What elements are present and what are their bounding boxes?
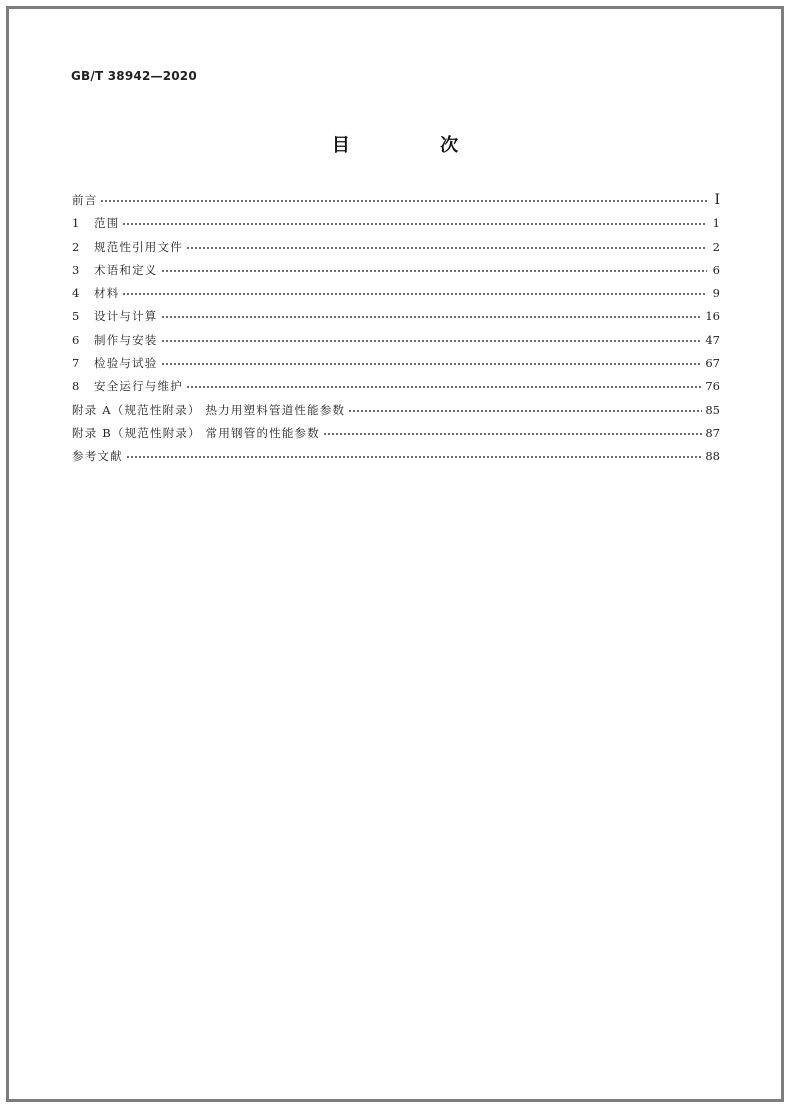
toc-entry-number: 5 xyxy=(72,309,80,324)
toc-leader-dots xyxy=(100,199,707,203)
toc-entry-label: 检验与试验 xyxy=(94,356,158,371)
toc-entry-appendix-a[interactable] xyxy=(72,402,720,425)
toc-entry-number: 2 xyxy=(72,239,80,254)
toc-entry-number: 4 xyxy=(72,286,80,301)
toc-entry-scope[interactable] xyxy=(72,215,720,238)
toc-leader-dots xyxy=(186,385,702,389)
toc-entry-label: 术语和定义 xyxy=(94,262,158,277)
standard-code: GB/T 38942—2020 xyxy=(71,69,197,83)
toc-entry-label: 附录 A（规范性附录） 热力用塑料管道性能参数 xyxy=(72,402,346,417)
toc-entry-number: 8 xyxy=(72,379,80,394)
toc-entry-label: 前言 xyxy=(72,193,98,207)
toc-leader-dots xyxy=(161,315,703,319)
toc-entry-page: 16 xyxy=(705,309,720,324)
toc-entry-page: 88 xyxy=(705,449,720,464)
toc-entry-number: 7 xyxy=(72,356,80,371)
toc-entry-fabrication-installation[interactable] xyxy=(72,332,720,355)
toc-entry-design-calculation[interactable] xyxy=(72,308,720,331)
toc-entry-page: 85 xyxy=(705,402,720,417)
toc-leader-dots xyxy=(161,269,708,273)
table-of-contents xyxy=(72,192,720,472)
toc-entry-appendix-b[interactable] xyxy=(72,425,720,448)
toc-entry-page: 76 xyxy=(705,379,720,394)
toc-entry-inspection-testing[interactable] xyxy=(72,355,720,378)
page-title: 目 次 xyxy=(331,135,501,156)
toc-entry-normative-references[interactable] xyxy=(72,239,720,262)
toc-leader-dots xyxy=(122,292,707,296)
toc-leader-dots xyxy=(186,246,707,250)
toc-entry-bibliography[interactable] xyxy=(72,448,720,471)
toc-entry-operation-maintenance[interactable] xyxy=(72,378,720,401)
toc-entry-terms-definitions[interactable] xyxy=(72,262,720,285)
toc-leader-dots xyxy=(161,339,703,343)
toc-leader-dots xyxy=(161,362,703,366)
toc-entry-label: 制作与安装 xyxy=(94,332,158,347)
toc-entry-preface[interactable] xyxy=(72,192,720,215)
toc-entry-page: 87 xyxy=(705,425,720,440)
toc-entry-page: 9 xyxy=(712,286,720,301)
toc-entry-label: 安全运行与维护 xyxy=(94,379,183,394)
toc-entry-page: 47 xyxy=(705,332,720,347)
toc-entry-page: 2 xyxy=(712,239,720,254)
toc-entry-number: 1 xyxy=(72,216,80,231)
toc-entry-label: 规范性引用文件 xyxy=(94,239,183,254)
toc-entry-label: 材料 xyxy=(94,286,120,301)
toc-entry-page: Ⅰ xyxy=(714,192,720,208)
toc-leader-dots xyxy=(323,432,702,436)
toc-entry-materials[interactable] xyxy=(72,285,720,308)
document-page xyxy=(6,6,784,1102)
toc-leader-dots xyxy=(126,455,703,459)
toc-entry-page: 6 xyxy=(712,262,720,277)
toc-entry-number: 3 xyxy=(72,262,80,277)
toc-entry-label: 设计与计算 xyxy=(94,309,158,324)
toc-entry-number: 6 xyxy=(72,332,80,347)
toc-entry-label: 参考文献 xyxy=(72,449,123,464)
toc-leader-dots xyxy=(348,409,702,413)
toc-entry-page: 67 xyxy=(705,356,720,371)
toc-leader-dots xyxy=(122,222,707,226)
toc-entry-page: 1 xyxy=(712,216,720,231)
toc-entry-label: 范围 xyxy=(94,216,120,231)
toc-entry-label: 附录 B（规范性附录） 常用钢管的性能参数 xyxy=(72,425,320,440)
